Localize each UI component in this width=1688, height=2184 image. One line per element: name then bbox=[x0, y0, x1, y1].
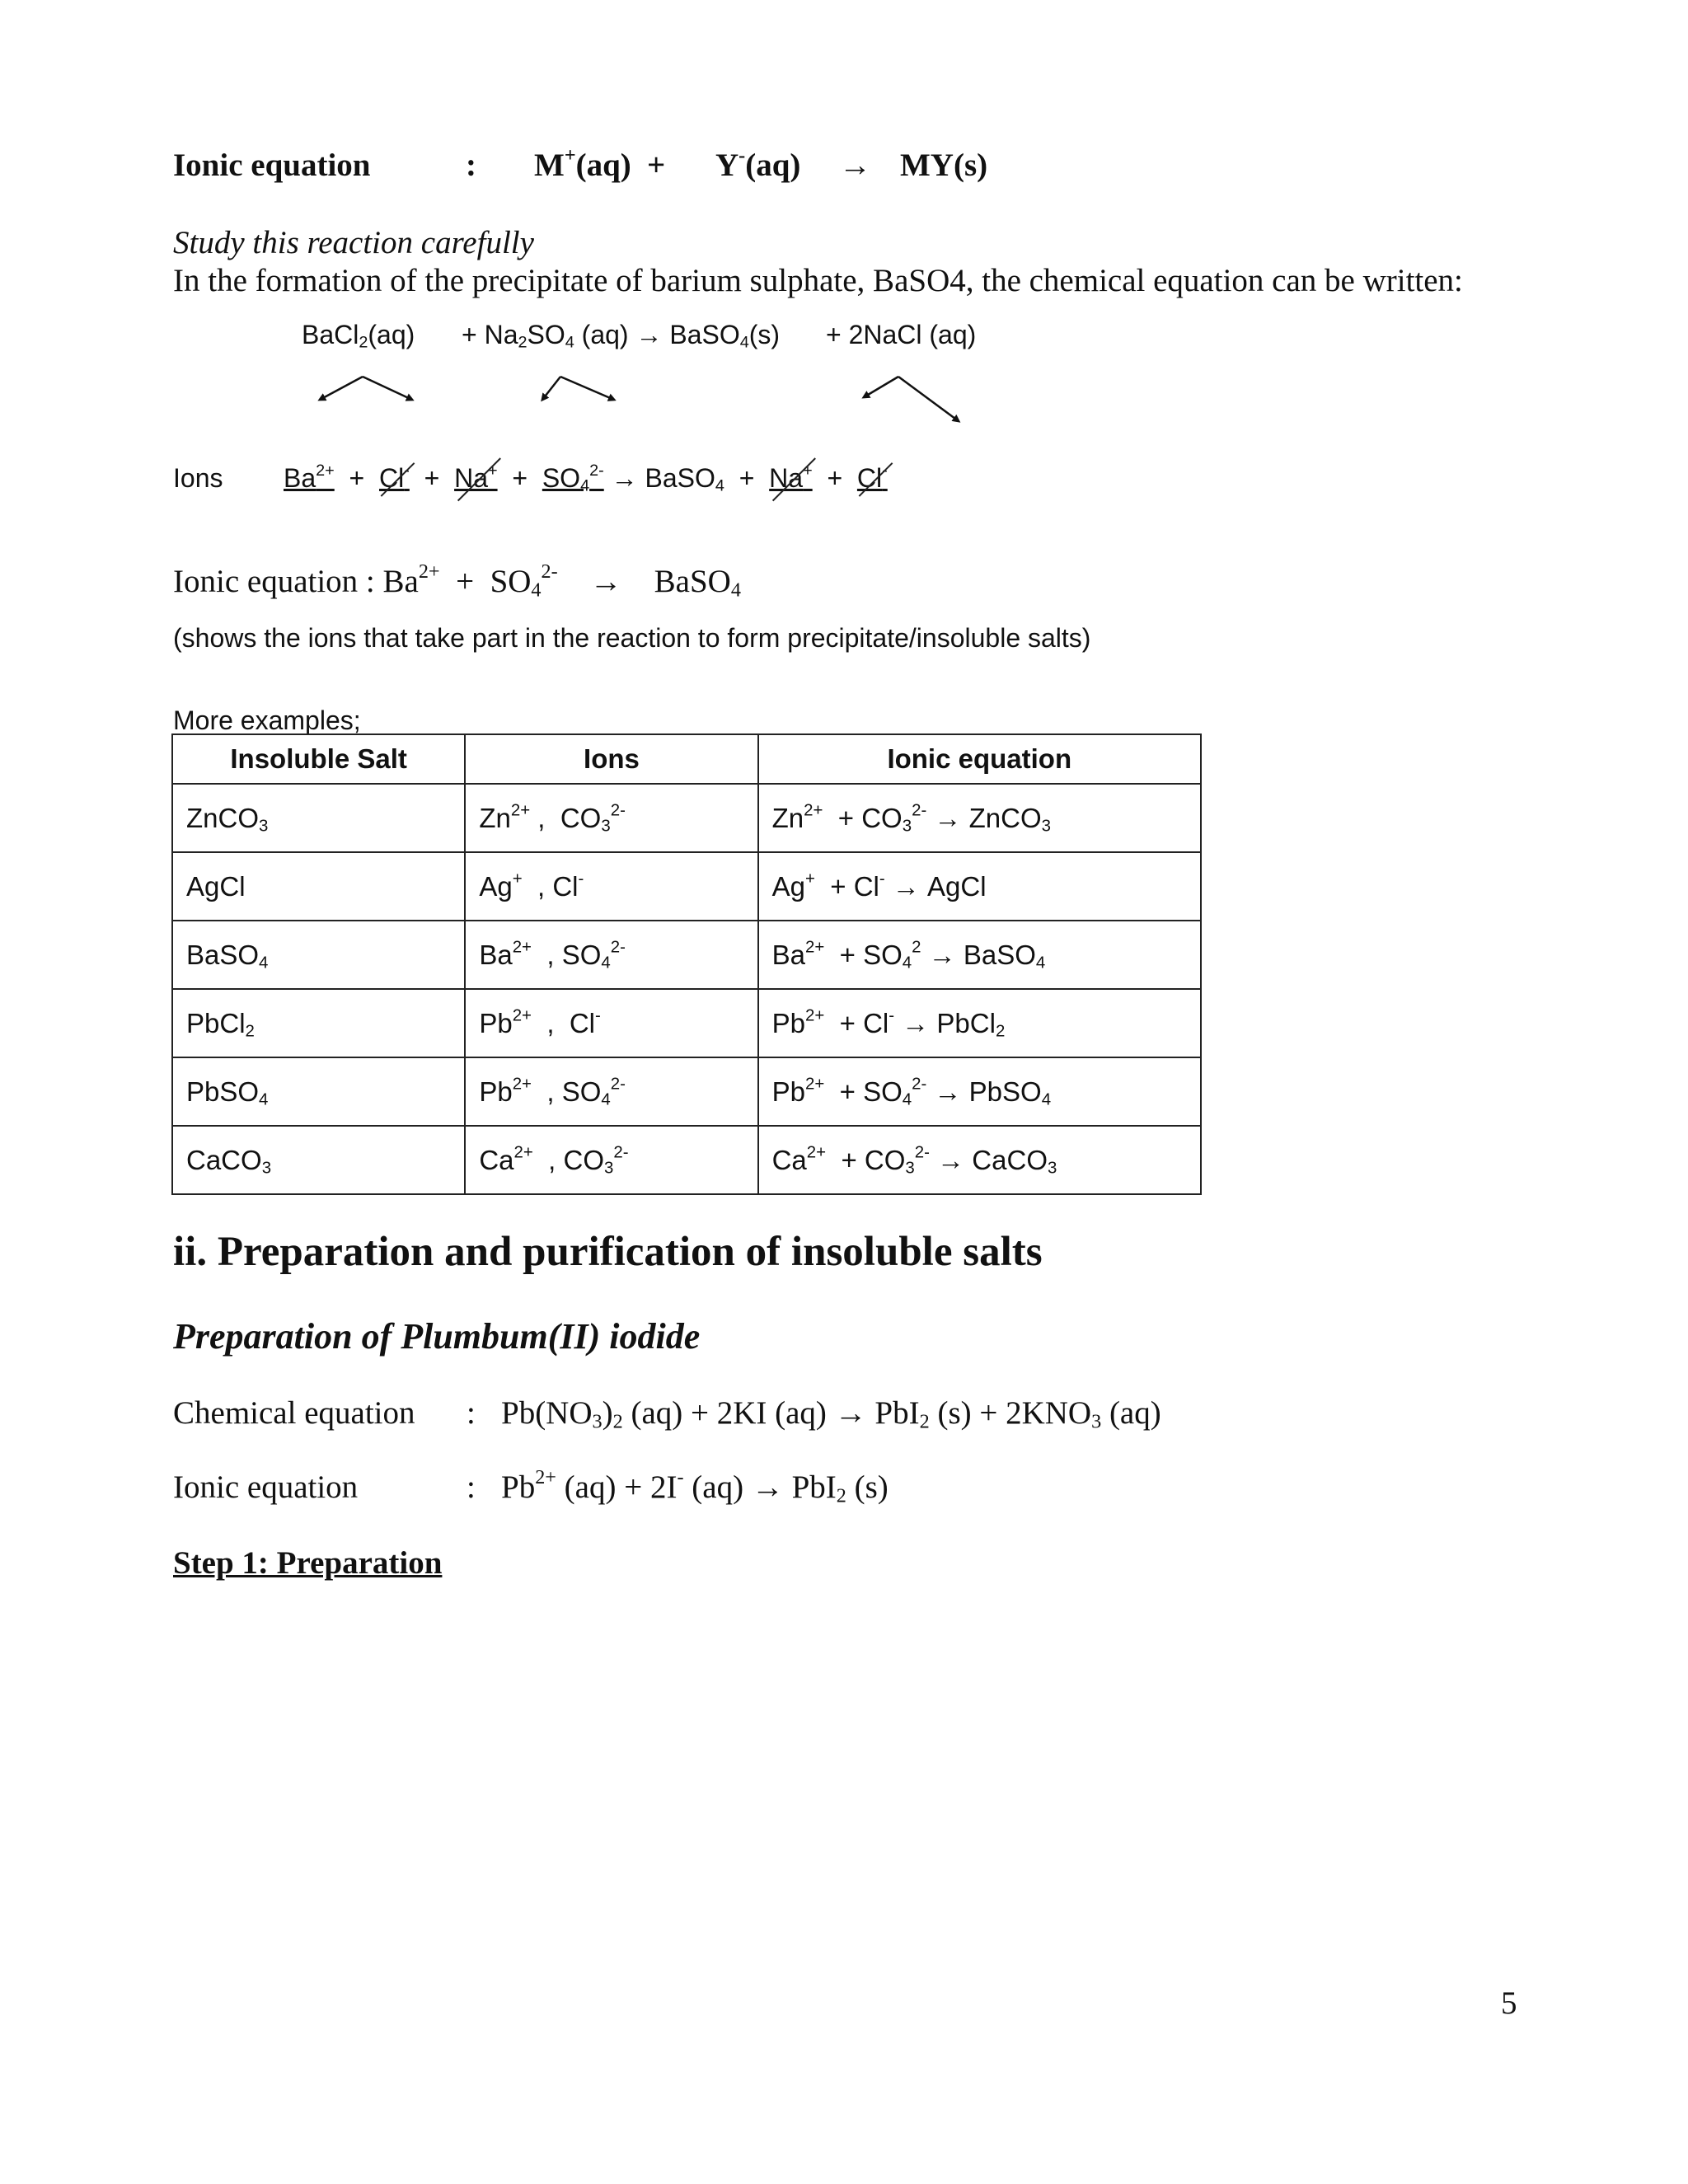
salt-cell: CaCO$_3$ bbox=[172, 1126, 465, 1194]
ions-cell: Ag+ , Cl- bbox=[465, 852, 757, 921]
note-text: (shows the ions that take part in the reaction to form precipitate/insoluble salts) bbox=[173, 623, 1091, 653]
equation-cell: $Ba^{2+} + SO_4^2$ → BaSO$_4$ bbox=[758, 921, 1201, 989]
net-ionic-equation: Ionic equation : $Ba^{2+} + SO_4^{2-}$ → BaSO$_4$ bbox=[173, 560, 741, 602]
header-insoluble-salt: Insoluble Salt bbox=[172, 734, 465, 784]
arrow-icon: → bbox=[934, 1076, 962, 1107]
arrow-icon: → bbox=[635, 320, 663, 349]
arrow-icon: → bbox=[892, 870, 920, 902]
equation-cell: $Pb^{2+} + Cl^-$ → PbCl$_2$ bbox=[758, 989, 1201, 1057]
generic-ionic-equation: Ionic equation : M+(aq) + Y-(aq) → MY(s) bbox=[173, 144, 988, 183]
chemical-equation: $Pb(NO_3)_2$ (aq) + 2KI (aq) → PbI$_2$ $(s) + 2KNO_3$ (aq) bbox=[501, 1395, 1161, 1433]
arrow-icon: → bbox=[934, 802, 962, 833]
ions-cell: $Zn^{2+}$ , $CO_3^{2-}$ bbox=[465, 784, 757, 852]
arrow-icon: → bbox=[589, 564, 622, 599]
salt-cell: BaSO$_4$ bbox=[172, 921, 465, 989]
equation-cell: $Zn^{2+} + CO_3^{2-}$ → ZnCO$_3$ bbox=[758, 784, 1201, 852]
ionic-equation-label: Ionic equation bbox=[173, 1469, 359, 1505]
table-header-row bbox=[172, 734, 1201, 784]
table-row bbox=[172, 921, 1201, 989]
ions-cell: $Ba^{2+}$ , $SO_4^{2-}$ bbox=[465, 921, 757, 989]
insoluble-salts-table bbox=[171, 733, 1202, 1195]
chemical-equation-label: Chemical equation bbox=[173, 1395, 415, 1431]
equation-cell: $Pb^{2+} + SO_4^{2-}$ → PbSO$_4$ bbox=[758, 1057, 1201, 1126]
study-heading: Study this reaction carefully bbox=[173, 225, 534, 260]
table-row bbox=[172, 989, 1201, 1057]
header-ions: Ions bbox=[465, 734, 757, 784]
equation-cell: Ag+ + Cl- → AgCl bbox=[758, 852, 1201, 921]
header-ionic-equation: Ionic equation bbox=[758, 734, 1201, 784]
table-row bbox=[172, 784, 1201, 852]
dissociation-arrows bbox=[313, 367, 973, 433]
arrow-icon: → bbox=[611, 463, 638, 493]
equation-cell: $Ca^{2+} + CO_3^{2-}$ → CaCO$_3$ bbox=[758, 1126, 1201, 1194]
step1-heading: Step 1: Preparation bbox=[173, 1545, 443, 1581]
ions-label: Ions bbox=[173, 463, 223, 493]
salt-cell: PbSO$_4$ bbox=[172, 1057, 465, 1126]
bacl2-equation: BaCl$_2$(aq) bbox=[302, 320, 415, 352]
ions-cell: $Pb^{2+}$ , Cl- bbox=[465, 989, 757, 1057]
arrow-icon: → bbox=[751, 1469, 784, 1505]
salt-cell: AgCl bbox=[172, 852, 465, 921]
salt-cell: PbCl$_2$ bbox=[172, 989, 465, 1057]
ions-line: $Ba^{2+} + Cl^- + Na^+ + SO_4^{2-}$ → BaSO$_4$ + Na+ + Cl- bbox=[284, 462, 888, 495]
study-text: In the formation of the precipitate of barium sulphate, BaSO4, the chemical equation can be written: bbox=[173, 263, 1463, 298]
table-row bbox=[172, 852, 1201, 921]
ionic-equation: $Pb^{2+}$ (aq) + 2I- (aq) → PbI$_2$ (s) bbox=[501, 1466, 889, 1507]
arrow-icon: → bbox=[834, 1395, 867, 1431]
ions-cell: $Ca^{2+}$ , $CO_3^{2-}$ bbox=[465, 1126, 757, 1194]
arrow-icon: → bbox=[928, 939, 956, 970]
section-heading: ii. Preparation and purification of insoluble salts bbox=[173, 1229, 1043, 1275]
subheading: Preparation of Plumbum(II) iodide bbox=[173, 1316, 701, 1357]
salt-cell: ZnCO$_3$ bbox=[172, 784, 465, 852]
ions-cell: $Pb^{2+}$ , $SO_4^{2-}$ bbox=[465, 1057, 757, 1126]
table-row bbox=[172, 1057, 1201, 1126]
page-number: 5 bbox=[1501, 1985, 1517, 2021]
arrow-icon: → bbox=[902, 1007, 930, 1038]
arrow-icon: → bbox=[937, 1144, 965, 1175]
more-examples-label: More examples; bbox=[173, 705, 361, 735]
table-row bbox=[172, 1126, 1201, 1194]
generic-label: Ionic equation bbox=[173, 148, 371, 183]
